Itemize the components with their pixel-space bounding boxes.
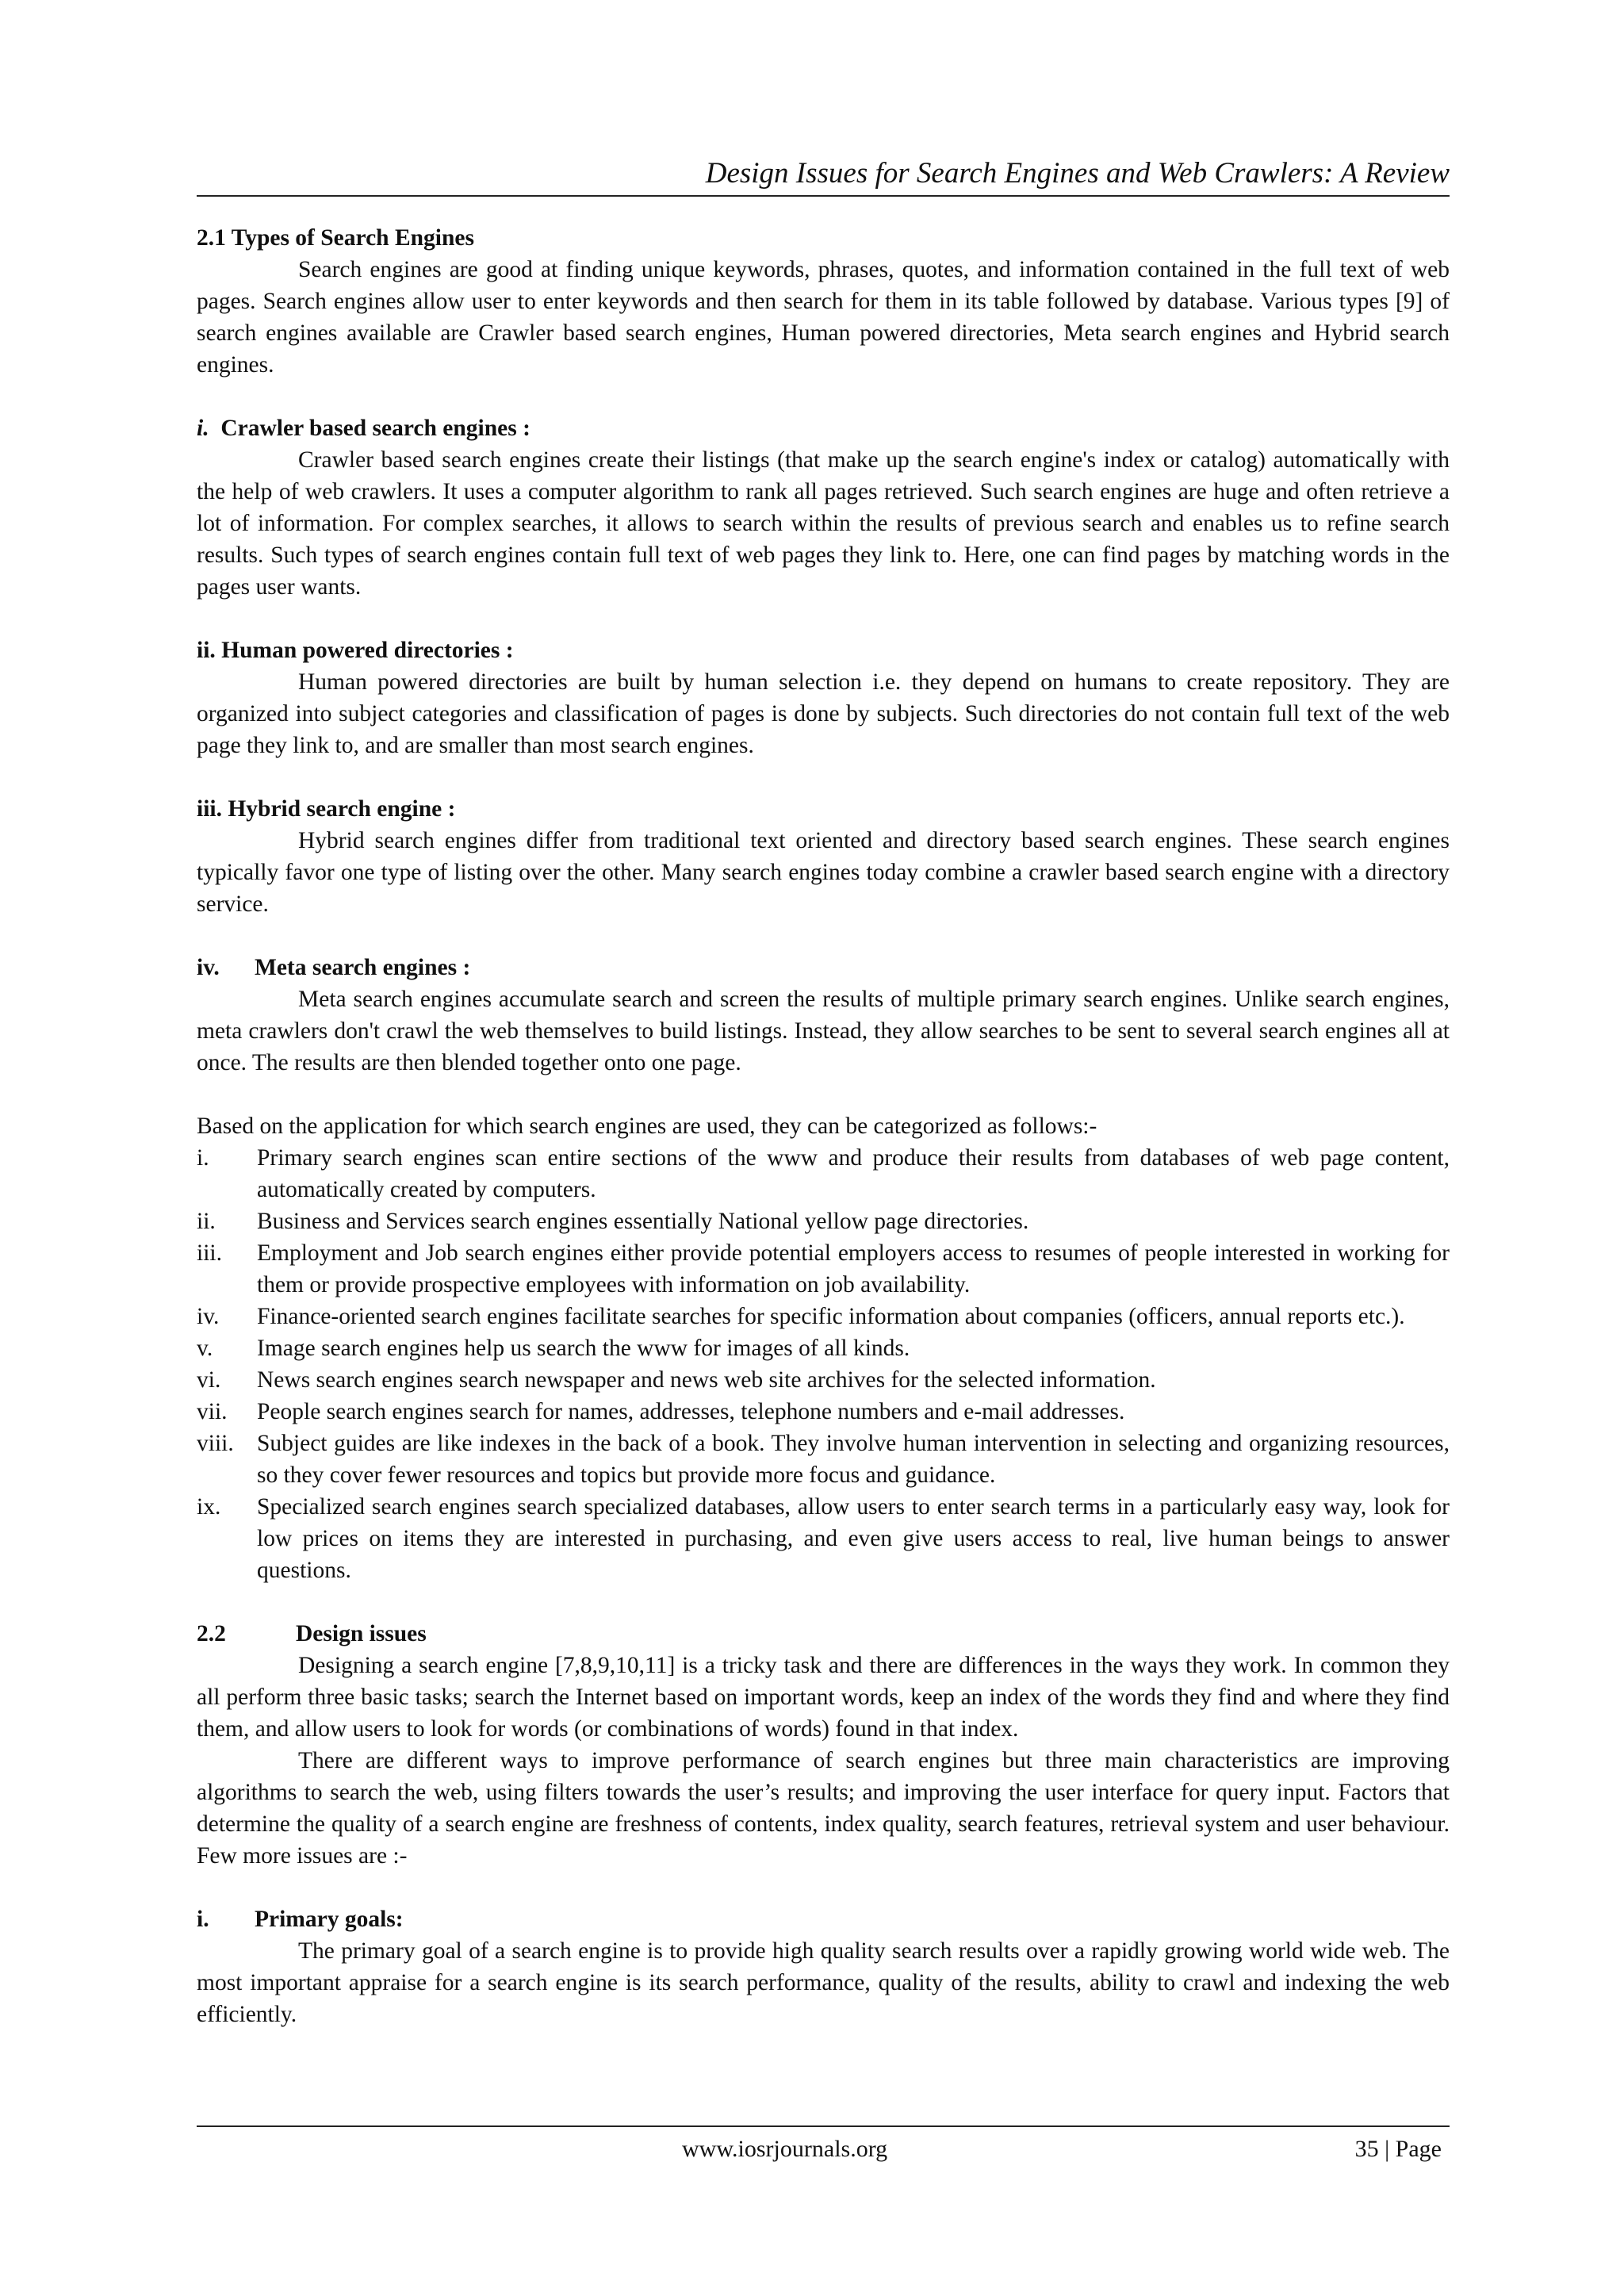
spacer	[197, 1586, 1450, 1618]
footer-rule	[197, 2125, 1450, 2127]
list-item-marker: ii.	[197, 1209, 216, 1234]
list-item-text: Primary search engines scan entire sections of the www and produce their results from databases of web page content, automatically created by computers.	[257, 1145, 1450, 1202]
list-item-marker: vii.	[197, 1399, 228, 1424]
spacer	[197, 381, 1450, 412]
footer-page-number: 35 | Page	[1354, 2136, 1442, 2162]
human-heading: ii. Human powered directories :	[197, 638, 514, 663]
spacer	[197, 1872, 1450, 1903]
spacer	[197, 603, 1450, 634]
section-2-2-title: Design issues	[296, 1621, 427, 1646]
list-item	[197, 1396, 1450, 1428]
list-item	[197, 1491, 1450, 1586]
crawler-body: Crawler based search engines create their listings (that make up the search engine's index or catalog) automatically with the help of web crawlers. It uses a computer algorithm to rank all pages retrieved. Such search engines are huge and often retrieve a lot of information. For complex searches, it allows to search within the results of previous search and enables us to refine search results. Such types of search engines contain full text of web pages they link to. Here, one can find pages by matching words in the pages user wants.	[197, 447, 1450, 600]
list-item-text: People search engines search for names, addresses, telephone numbers and e-mail addresses.	[257, 1399, 1125, 1424]
categories-list	[197, 1142, 1450, 1586]
primary-goals-heading	[197, 1903, 1450, 1935]
list-item-text: News search engines search newspaper and news web site archives for the selected information.	[257, 1367, 1156, 1393]
human-body: Human powered directories are built by human selection i.e. they depend on humans to create repository. They are organized into subject categories and classification of pages is done by subjects. Such directories do not contain full text of the web page they link to, and are smaller than most search engines.	[197, 669, 1450, 758]
list-item	[197, 1237, 1450, 1301]
list-item	[197, 1142, 1450, 1205]
page-body	[197, 222, 1450, 2030]
crawler-heading	[197, 412, 1450, 444]
list-item	[197, 1428, 1450, 1491]
list-item	[197, 1364, 1450, 1396]
section-2-1-heading: 2.1 Types of Search Engines	[197, 225, 474, 251]
list-item-text: Image search engines help us search the www for images of all kinds.	[257, 1336, 910, 1361]
list-item-text: Business and Services search engines essentially National yellow page directories.	[257, 1209, 1029, 1234]
spacer	[197, 1079, 1450, 1110]
list-item-marker: v.	[197, 1336, 213, 1361]
primary-goals-body: The primary goal of a search engine is to provide high quality search results over a rapidly growing world wide web. The most important appraise for a search engine is its search performance, quality of the results, ability to crawl and indexing the web efficiently.	[197, 1938, 1450, 2027]
meta-heading-number: iv.	[197, 955, 220, 980]
list-item-marker: iii.	[197, 1240, 222, 1266]
section-2-2-number: 2.2	[197, 1621, 226, 1646]
list-item-text: Specialized search engines search specialized databases, allow users to enter search terms in a particularly easy way, look for low prices on items they are interested in purchasing, and even give users access to real, live human beings to answer questions.	[257, 1494, 1450, 1583]
hybrid-heading: iii. Hybrid search engine :	[197, 796, 456, 822]
spacer	[197, 761, 1450, 793]
section-2-2-heading	[197, 1618, 1450, 1650]
list-item	[197, 1205, 1450, 1237]
categories-intro: Based on the application for which search engines are used, they can be categorized as follows:-	[197, 1114, 1097, 1139]
list-item-marker: ix.	[197, 1494, 221, 1520]
section-2-1-intro: Search engines are good at finding unique keywords, phrases, quotes, and information contained in the full text of web pages. Search engines allow user to enter keywords and then search for them in its table followed by database. Various types [9] of search engines available are Crawler based search engines, Human powered directories, Meta search engines and Hybrid search engines.	[197, 257, 1450, 378]
running-header-title: Design Issues for Search Engines and Web Crawlers: A Review	[705, 157, 1450, 190]
primary-goals-title: Primary goals:	[255, 1907, 404, 1932]
list-item-marker: i.	[197, 1145, 209, 1171]
list-item-marker: iv.	[197, 1304, 220, 1329]
footer-website: www.iosrjournals.org	[682, 2136, 888, 2162]
list-item	[197, 1332, 1450, 1364]
crawler-heading-title: Crawler based search engines :	[220, 416, 530, 441]
list-item-marker: vi.	[197, 1367, 221, 1393]
list-item	[197, 1301, 1450, 1332]
list-item-text: Employment and Job search engines either provide potential employers access to resumes of people interested in working for them or provide prospective employees with information on job availability.	[257, 1240, 1450, 1297]
list-item-text: Subject guides are like indexes in the back of a book. They involve human intervention in selecting and organizing resources, so they cover fewer resources and topics but provide more focus and guidance.	[257, 1431, 1450, 1488]
spacer	[197, 920, 1450, 952]
crawler-heading-number: i.	[197, 416, 209, 441]
meta-heading	[197, 952, 1450, 983]
meta-heading-title: Meta search engines :	[255, 955, 471, 980]
section-2-2-para-2: There are different ways to improve performance of search engines but three main characteristics are improving algorithms to search the web, using filters towards the user’s results; and improving the user interface for query input. Factors that determine the quality of a search engine are freshness of contents, index quality, search features, retrieval system and user behaviour. Few more issues are :-	[197, 1748, 1450, 1869]
primary-goals-number: i.	[197, 1907, 209, 1932]
list-item-text: Finance-oriented search engines facilitate searches for specific information about companies (officers, annual reports etc.).	[257, 1304, 1405, 1329]
hybrid-body: Hybrid search engines differ from traditional text oriented and directory based search engines. These search engines typically favor one type of listing over the other. Many search engines today combine a crawler based search engine with a directory service.	[197, 828, 1450, 917]
meta-body: Meta search engines accumulate search and screen the results of multiple primary search engines. Unlike search engines, meta crawlers don't crawl the web themselves to build listings. Instead, they allow searches to be sent to several search engines all at once. The results are then blended together onto one page.	[197, 987, 1450, 1075]
document-page	[197, 0, 1450, 2296]
section-2-2-para-1: Designing a search engine [7,8,9,10,11] is a tricky task and there are differences in the ways they work. In common they all perform three basic tasks; search the Internet based on important words, keep an index of the words they find and where they find them, and allow users to look for words (or combinations of words) found in that index.	[197, 1653, 1450, 1742]
list-item-marker: viii.	[197, 1431, 234, 1456]
header-rule	[197, 195, 1450, 197]
